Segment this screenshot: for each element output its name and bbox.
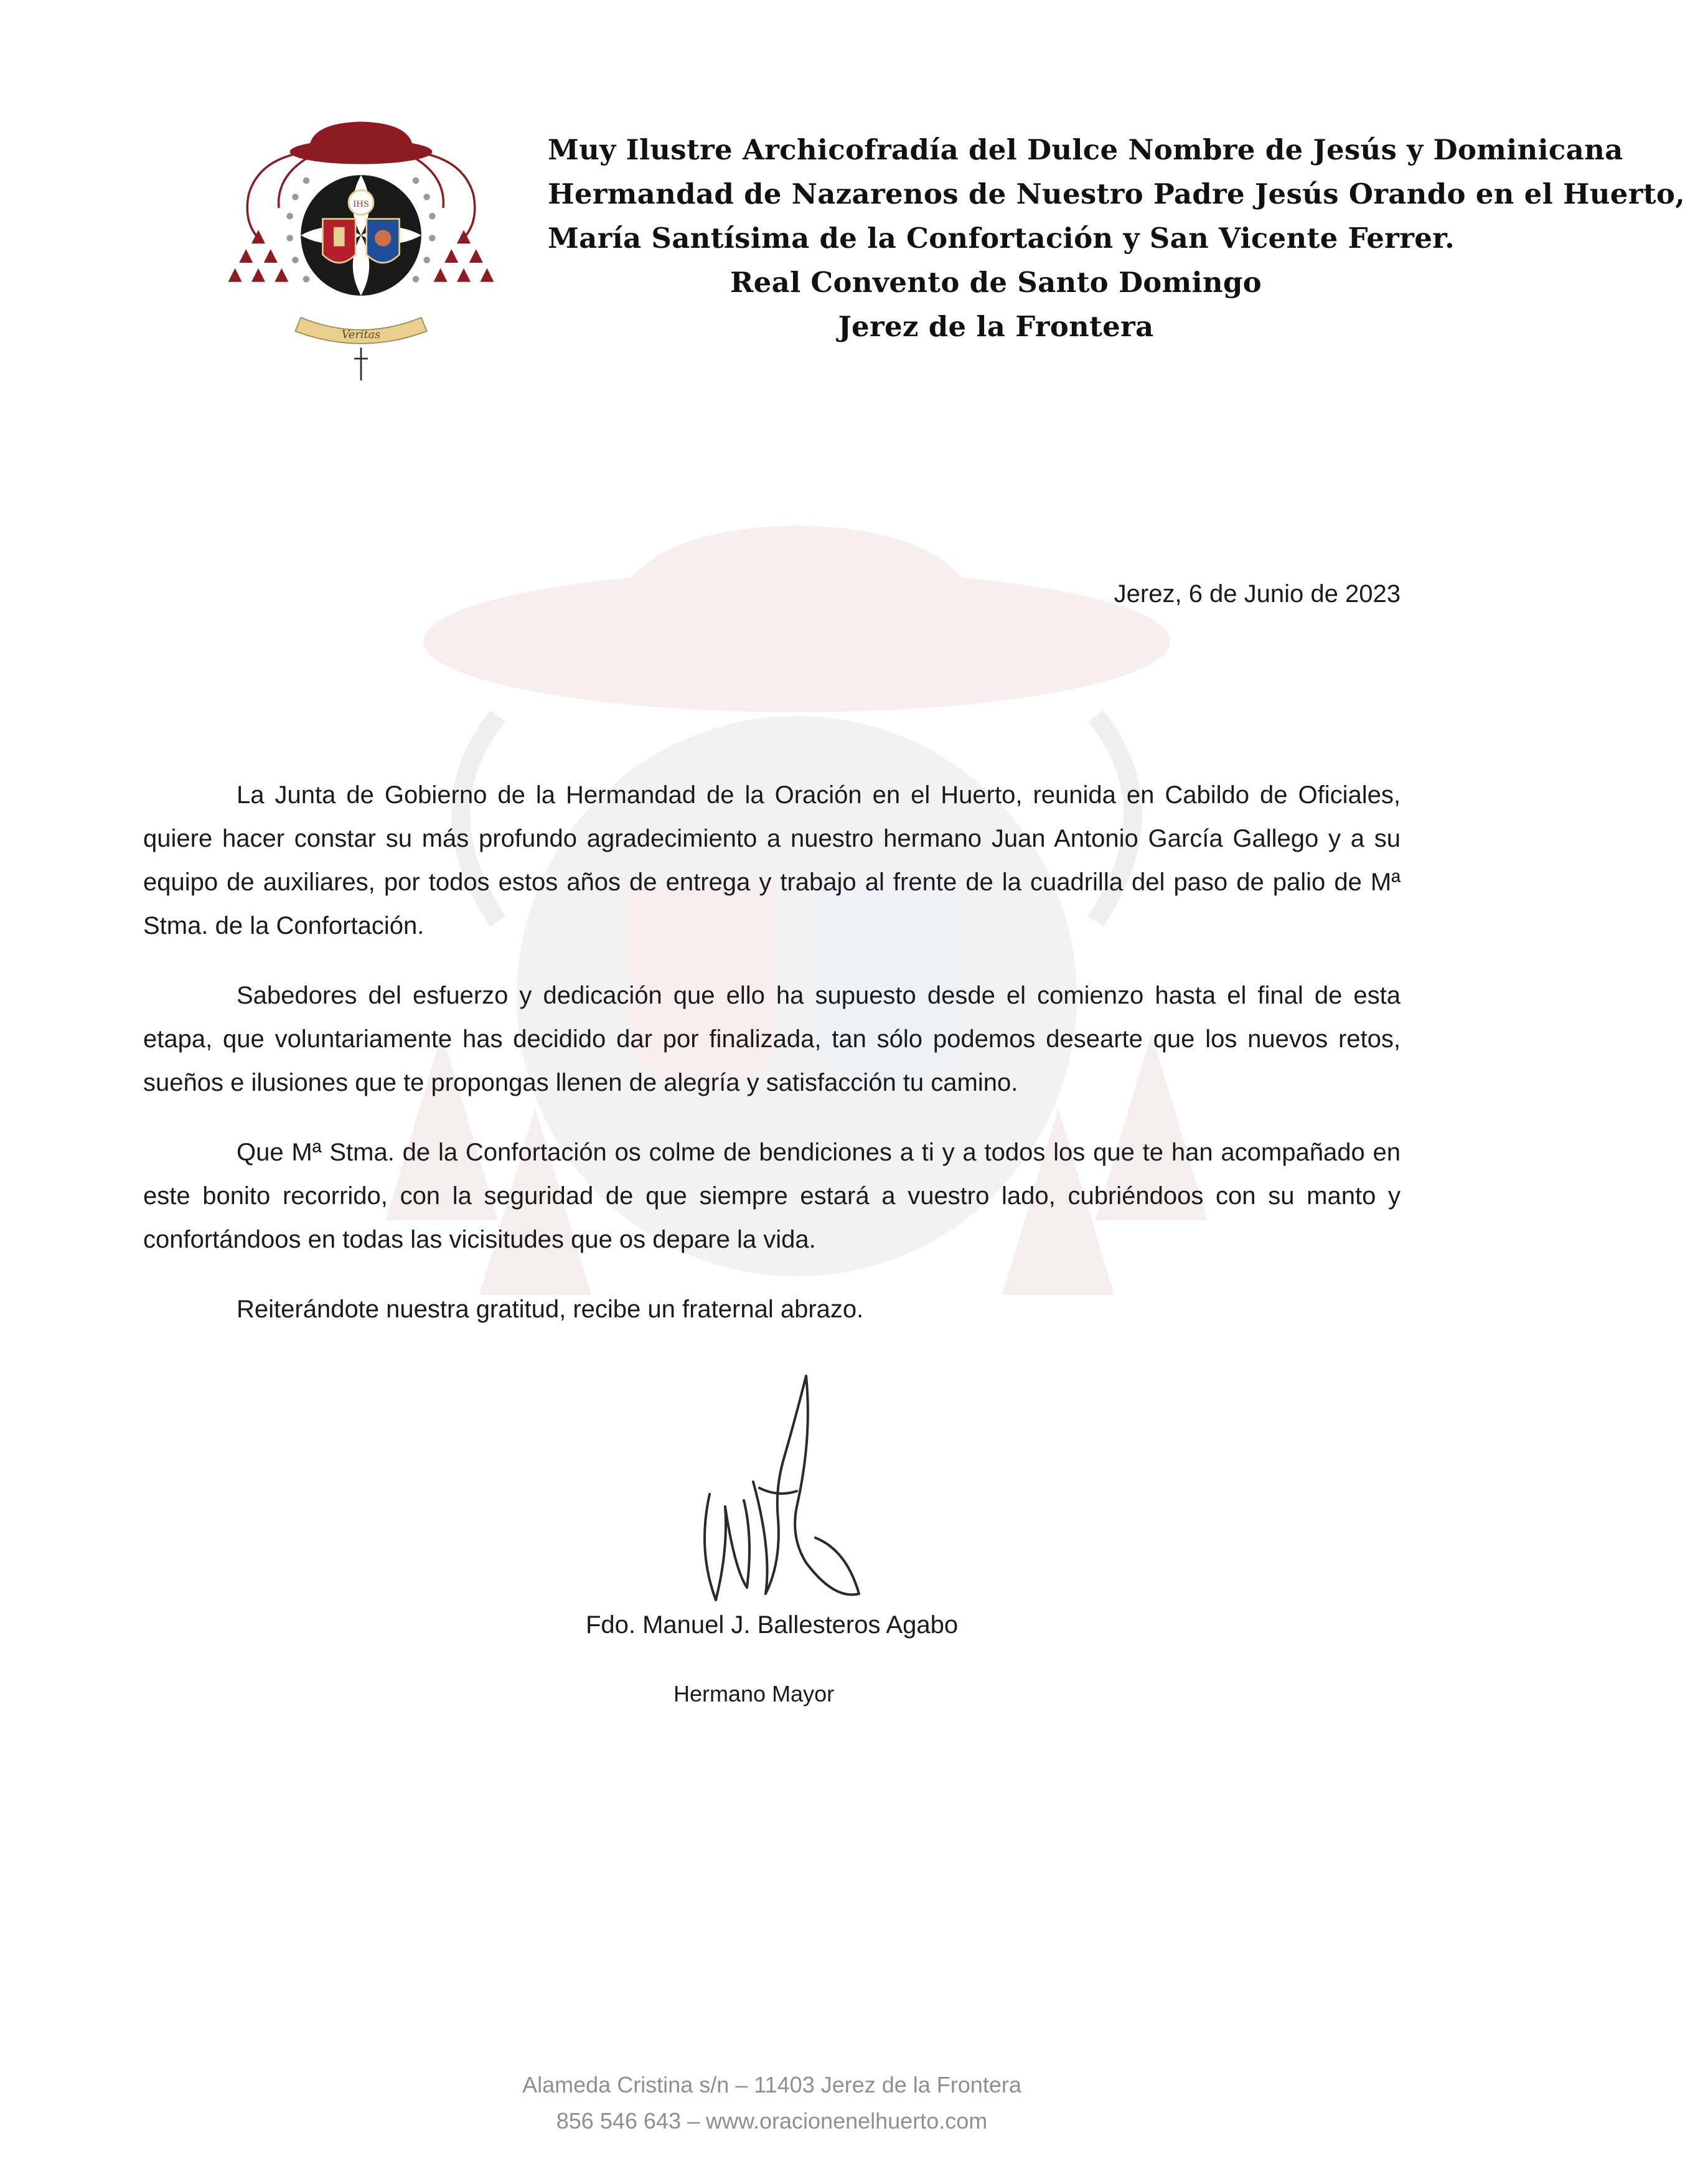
letter-body <box>143 773 1401 1357</box>
letterhead-line-5: Jerez de la Frontera <box>838 310 1154 343</box>
letterhead-line-3: María Santísima de la Confortación y San Vicente Ferrer. <box>548 222 1455 255</box>
letterhead-line-4: Real Convento de Santo Domingo <box>730 266 1262 299</box>
paragraph: Reiterándote nuestra gratitud, recibe un fraternal abrazo. <box>237 1296 864 1323</box>
crest-motto: Veritas <box>341 329 381 341</box>
crest-monogram: IHS <box>353 199 369 209</box>
letter-date: Jerez, 6 de Junio de 2023 <box>1114 580 1401 608</box>
footer-contact: 856 546 643 – www.oracionenelhuerto.com <box>556 2108 988 2134</box>
letterhead-title <box>548 128 1685 349</box>
footer-address: Alameda Cristina s/n – 11403 Jerez de la Frontera <box>522 2072 1021 2097</box>
footer <box>0 2067 1544 2139</box>
handwritten-signature <box>672 1363 884 1625</box>
crest-logo <box>224 112 498 386</box>
signatory-role: Hermano Mayor <box>674 1681 835 1706</box>
paragraph: Que Mª Stma. de la Confortación os colme de bendiciones a ti y a todos los que te han acompañado en este bonito recorrido, con la seguridad de que siempre estará a vuestro lado, cubriéndoos con su manto y confortándoos en todas las vicisitudes que os depare la vida. <box>143 1139 1401 1253</box>
paragraph: Sabedores del esfuerzo y dedicación que ello ha supuesto desde el comienzo hasta el final de esta etapa, que voluntariamente has decidido dar por finalizada, tan sólo podemos desearte que los nuevos retos, sueños e ilusiones que te propongas llenen de alegría y satisfacción tu camino. <box>143 982 1401 1096</box>
letterhead-line-1: Muy Ilustre Archicofradía del Dulce Nombre de Jesús y Dominicana <box>548 133 1623 166</box>
paragraph: La Junta de Gobierno de la Hermandad de la Oración en el Huerto, reunida en Cabildo de Oficiales, quiere hacer constar su más profundo agradecimiento a nuestro hermano Juan Antonio García Gallego y a su equipo de auxiliares, por todos estos años de entrega y trabajo al frente de la cuadrilla del paso de palio de Mª Stma. de la Confortación. <box>143 781 1401 939</box>
letterhead-line-2: Hermandad de Nazarenos de Nuestro Padre Jesús Orando en el Huerto, <box>548 177 1685 210</box>
signatory-name: Fdo. Manuel J. Ballesteros Agabo <box>585 1611 959 1639</box>
